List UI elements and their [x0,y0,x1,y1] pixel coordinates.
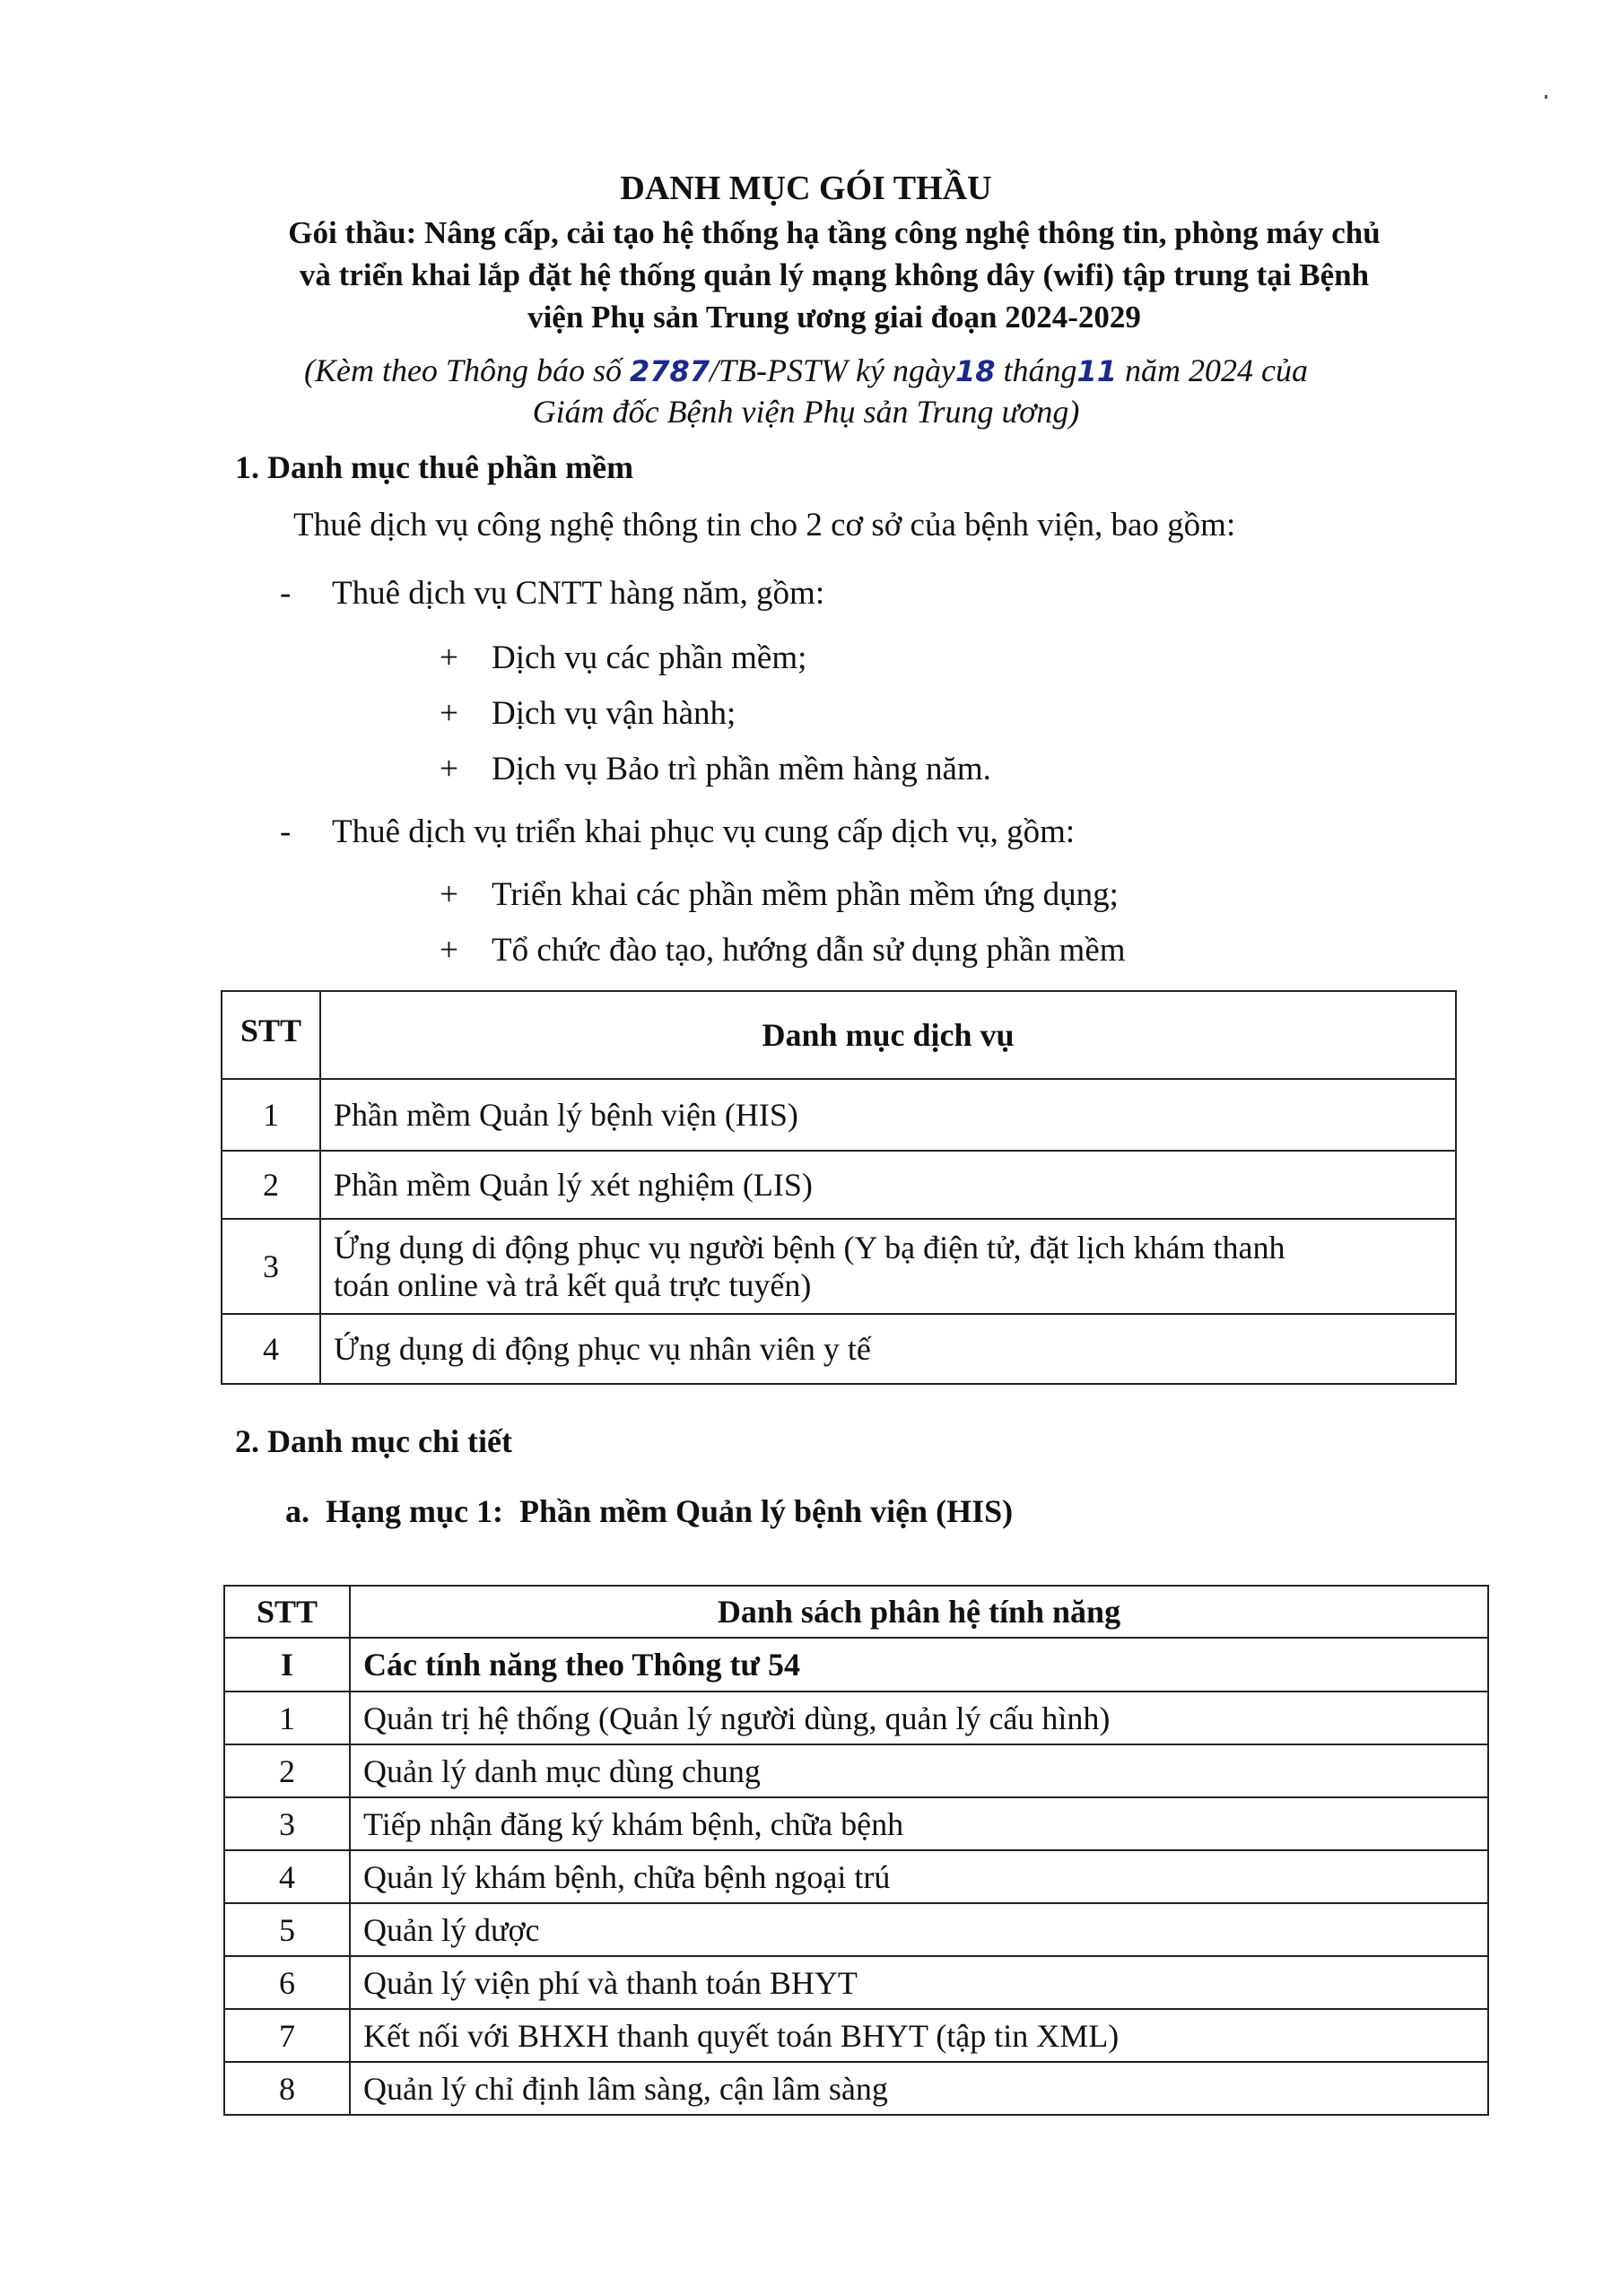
attachment-prefix: (Kèm theo Thông báo số [303,352,630,388]
stt-header: STT [222,991,320,1079]
table-row [224,1956,1488,2009]
section-1-intro: Thuê dịch vụ công nghệ thông tin cho 2 cơ sở của bệnh viện, bao gồm: [293,507,1236,544]
package-line-3: viện Phụ sản Trung ương giai đoạn 2024-2029 [527,300,1141,335]
row-service-name [320,1219,1456,1314]
row-feature-name: Quản lý chỉ định lâm sàng, cận lâm sàng [350,2062,1488,2115]
table-row [224,2062,1488,2115]
service-item-text: Dịch vụ vận hành; [492,695,736,732]
table-group-row [224,1638,1488,1692]
feature-table [223,1585,1489,2116]
service-name-header: Danh mục dịch vụ [320,991,1456,1079]
attachment-note-line-2: Giám đốc Bệnh viện Phụ sản Trung ương) [532,394,1080,430]
service-item-text: Dịch vụ các phần mềm; [492,639,807,676]
row-feature-name: Quản lý danh mục dùng chung [350,1744,1488,1797]
table-row [222,1314,1456,1384]
handwritten-day: 18 [954,354,996,388]
service-group-1 [280,574,824,613]
table-header-row [222,991,1456,1079]
table-row [222,1079,1456,1151]
service-item [440,875,1119,914]
row-stt: 6 [224,1956,350,2009]
row-stt: 2 [224,1744,350,1797]
row-service-name: Phần mềm Quản lý bệnh viện (HIS) [320,1079,1456,1151]
table-header-row [224,1586,1488,1638]
row-stt: 3 [224,1797,350,1850]
table-row [222,1151,1456,1219]
table-row [224,1744,1488,1797]
service-group-1-label: Thuê dịch vụ CNTT hàng năm, gồm: [332,575,825,612]
plus-marker: + [440,876,458,913]
table-row [224,2009,1488,2062]
document-title: DANH MỤC GÓI THẦU [620,170,992,207]
row-stt: 4 [222,1314,320,1384]
group-stt: I [224,1638,350,1692]
row-feature-name: Quản lý khám bệnh, chữa bệnh ngoại trú [350,1850,1488,1903]
section-1-heading: 1. Danh mục thuê phần mềm [235,449,634,485]
plus-marker: + [440,751,458,787]
row-feature-name: Kết nối với BHXH thanh quyết toán BHYT (tập tin XML) [350,2009,1488,2062]
attachment-mid-2: tháng [995,352,1077,388]
row-stt: 8 [224,2062,350,2115]
package-description [206,212,1462,338]
attachment-suffix: năm 2024 của [1117,352,1309,388]
attachment-note-line-1 [0,352,1612,389]
attachment-mid-1: /TB-PSTW ký ngày [710,352,955,388]
row-feature-name: Quản lý dược [350,1903,1488,1956]
service-group-2 [280,813,1075,851]
row-service-name-line-2: toán online và trả kết quả trực tuyến) [334,1267,812,1303]
service-table [221,990,1457,1385]
service-item [440,639,806,677]
table-row [224,1850,1488,1903]
row-service-name: Ứng dụng di động phục vụ nhân viên y tế [320,1314,1456,1384]
row-feature-name: Quản lý viện phí và thanh toán BHYT [350,1956,1488,2009]
plus-marker: + [440,695,458,732]
handwritten-number: 2787 [629,354,710,388]
package-line-2: và triển khai lắp đặt hệ thống quản lý mạng không dây (wifi) tập trung tại Bệnh [299,257,1370,292]
service-item-text: Dịch vụ Bảo trì phần mềm hàng năm. [492,751,991,787]
group-name: Các tính năng theo Thông tư 54 [350,1638,1488,1692]
table-row [224,1903,1488,1956]
plus-marker: + [440,639,458,676]
row-feature-name: Quản trị hệ thống (Quản lý người dùng, quản lý cấu hình) [350,1692,1488,1744]
row-stt: 3 [222,1219,320,1314]
row-stt: 4 [224,1850,350,1903]
dash-marker: - [280,813,292,850]
service-group-2-label: Thuê dịch vụ triển khai phục vụ cung cấp dịch vụ, gồm: [332,813,1076,850]
row-stt: 2 [222,1151,320,1219]
table-row [222,1219,1456,1314]
row-feature-name: Tiếp nhận đăng ký khám bệnh, chữa bệnh [350,1797,1488,1850]
service-item [440,931,1126,970]
package-line-1: Gói thầu: Nâng cấp, cải tạo hệ thống hạ tầng công nghệ thông tin, phòng máy chủ [288,215,1381,250]
service-item [440,694,736,733]
service-item-text: Triển khai các phần mềm phần mềm ứng dụng; [492,876,1119,913]
plus-marker: + [440,932,458,969]
dash-marker: - [280,575,292,612]
scan-speck [1545,95,1547,99]
row-stt: 1 [222,1079,320,1151]
section-2-subheading: a. Hạng mục 1: Phần mềm Quản lý bệnh viện (HIS) [285,1493,1014,1529]
service-item [440,750,991,788]
stt-header: STT [224,1586,350,1638]
table-row [224,1797,1488,1850]
row-service-name-line-1: Ứng dụng di động phục vụ người bệnh (Y bạ điện tử, đặt lịch khám thanh [334,1230,1285,1265]
row-stt: 7 [224,2009,350,2062]
service-item-text: Tổ chức đào tạo, hướng dẫn sử dụng phần mềm [492,932,1126,969]
handwritten-month: 11 [1076,354,1118,388]
row-stt: 1 [224,1692,350,1744]
row-service-name: Phần mềm Quản lý xét nghiệm (LIS) [320,1151,1456,1219]
section-2-heading: 2. Danh mục chi tiết [235,1423,512,1459]
table-row [224,1692,1488,1744]
feature-list-header: Danh sách phân hệ tính năng [350,1586,1488,1638]
row-stt: 5 [224,1903,350,1956]
